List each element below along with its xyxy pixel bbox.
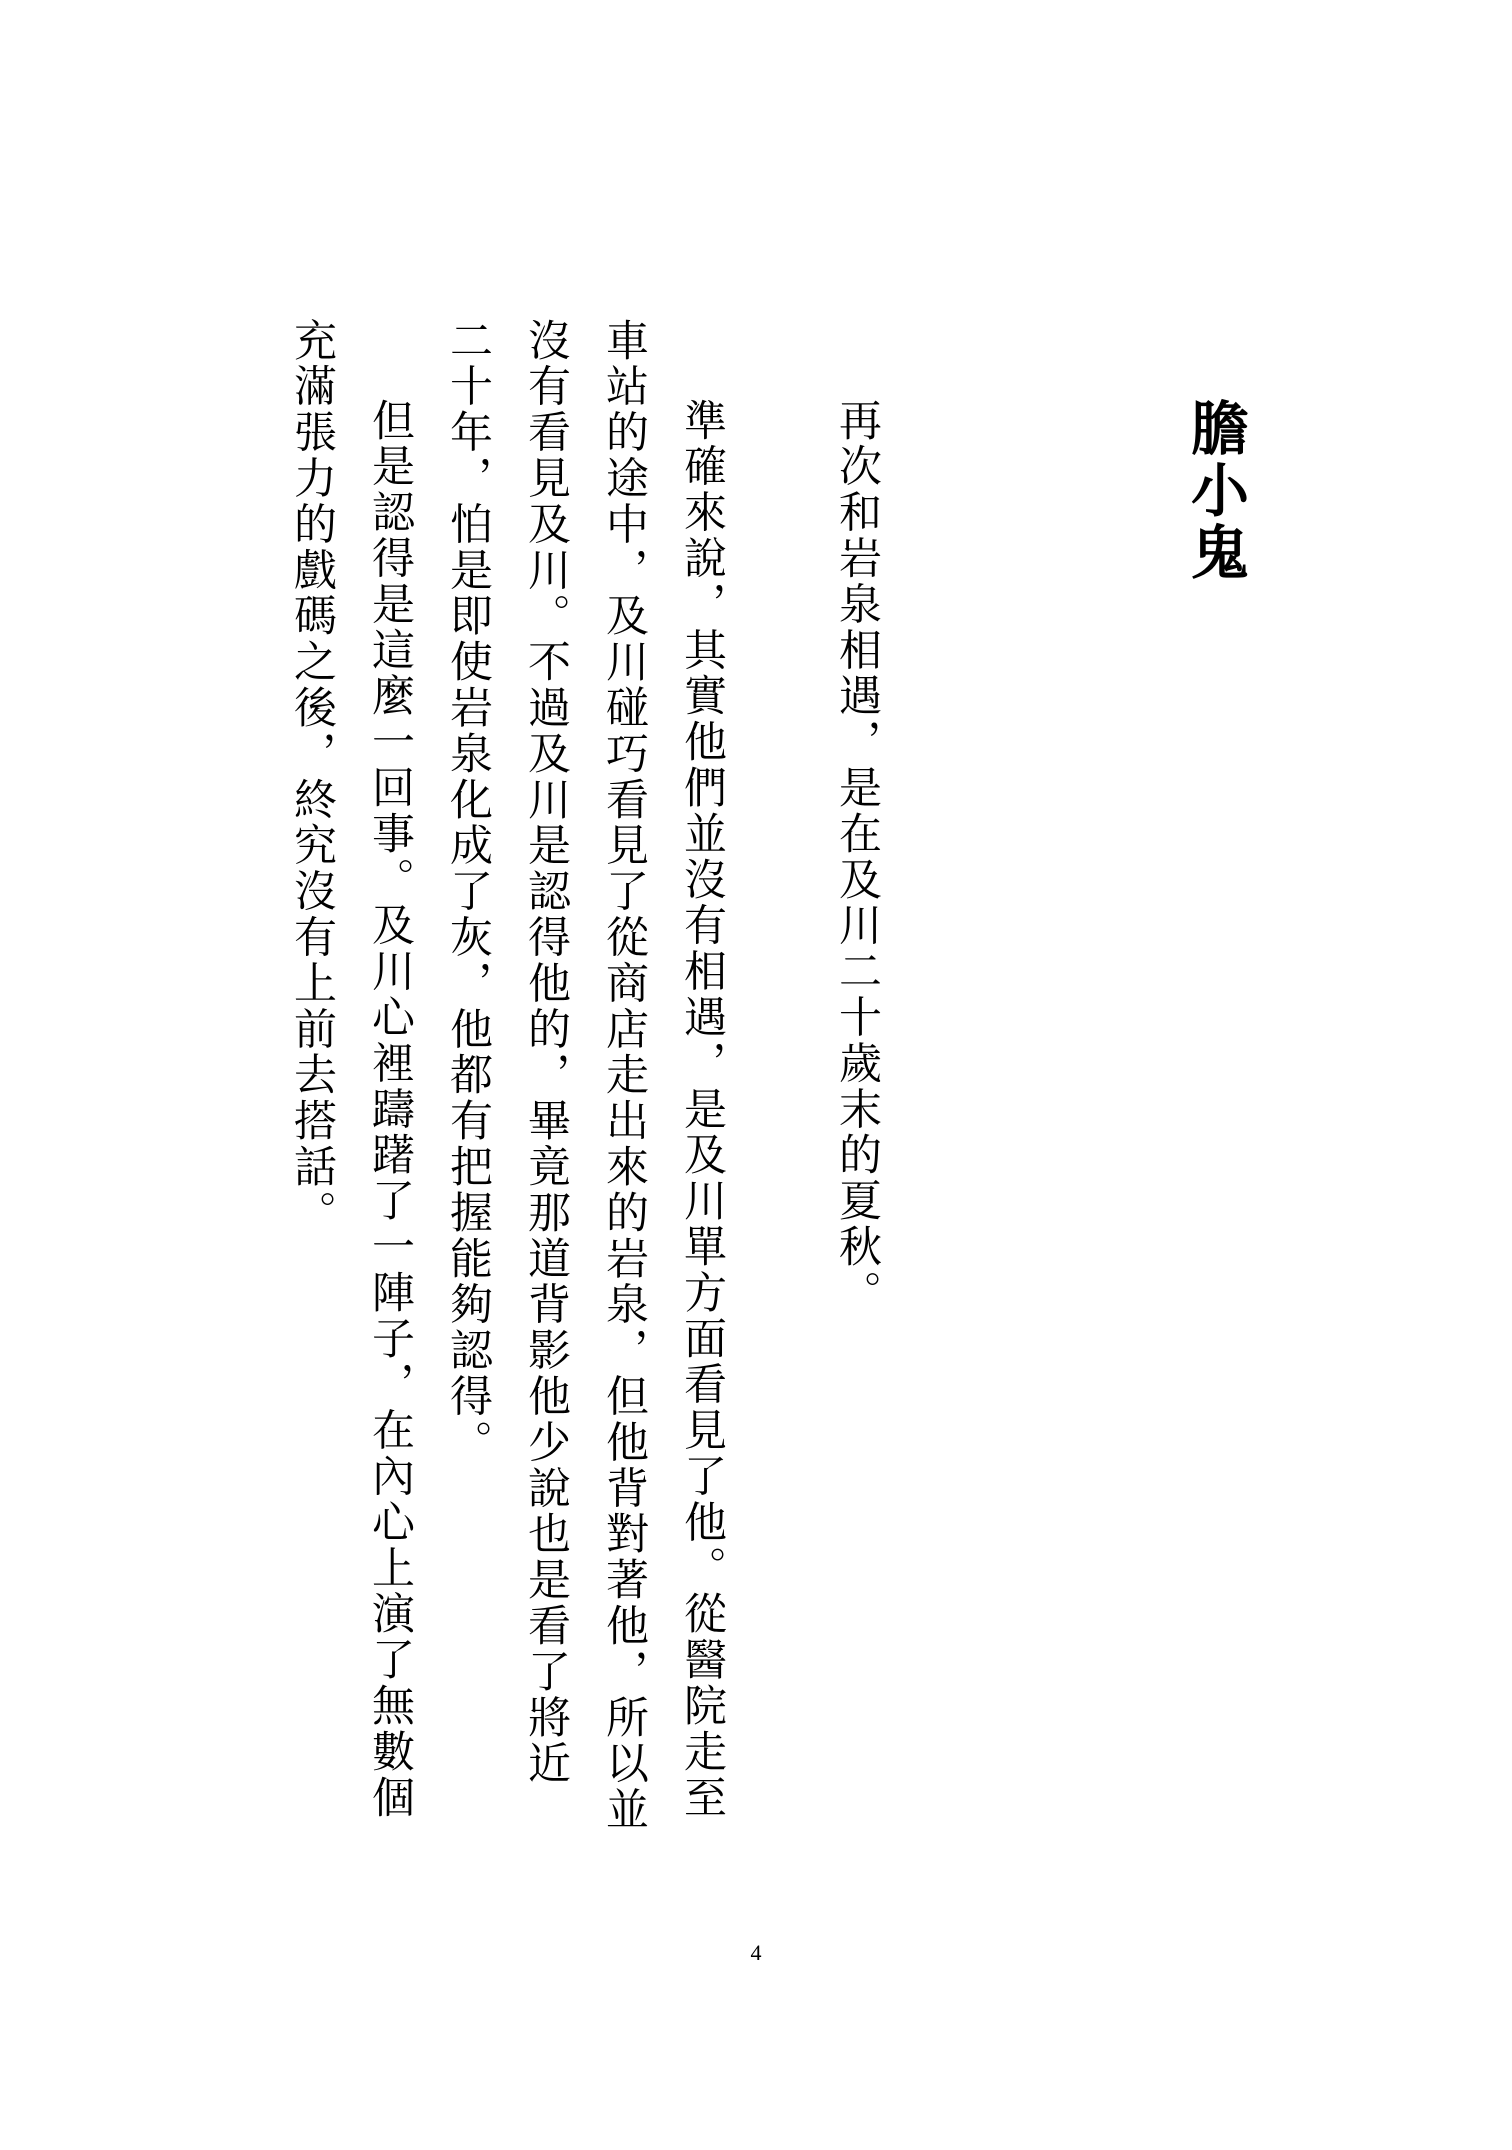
chapter-title: 膽小鬼: [1181, 398, 1249, 584]
text-line-5: 二十年，怕是即使岩泉化成了灰，他都有把握能夠認得。: [443, 318, 493, 1466]
text-line-7: 充滿張力的戲碼之後，終究沒有上前去搭話。: [287, 318, 337, 1236]
text-line-4: 沒有看見及川。不過及川是認得他的，畢竟那道背影他少說也是看了將近: [521, 318, 571, 1787]
page-number: 4: [750, 1940, 762, 1965]
text-line-2: 準確來說，其實他們並沒有相遇，是及川單方面看見了他。從醫院走至: [677, 398, 727, 1821]
text-line-6: 但是認得是這麼一回事。及川心裡躊躇了一陣子，在內心上演了無數個: [365, 398, 415, 1821]
text-line-1: 再次和岩泉相遇，是在及川二十歲末的夏秋。: [832, 398, 882, 1316]
text-line-3: 車站的途中，及川碰巧看見了從商店走出來的岩泉，但他背對著他，所以並: [599, 318, 649, 1833]
